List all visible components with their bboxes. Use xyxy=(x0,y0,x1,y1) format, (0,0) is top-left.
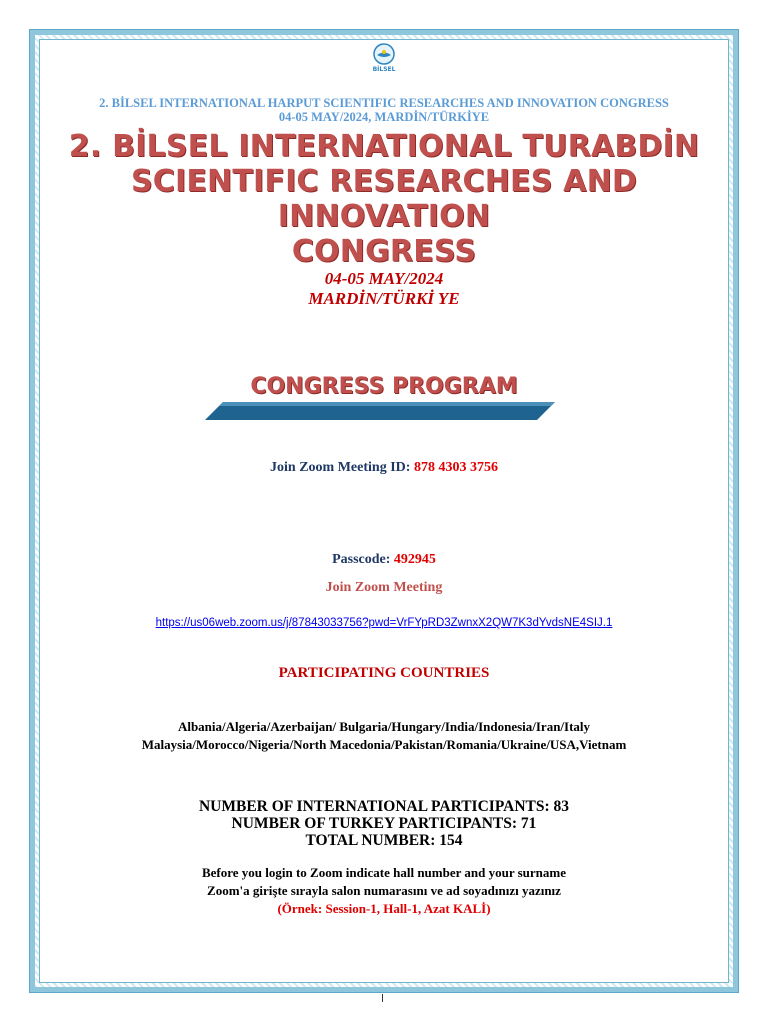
title-line1: 2. BİLSEL INTERNATIONAL TURABDİN xyxy=(68,129,700,164)
international-count: NUMBER OF INTERNATIONAL PARTICIPANTS: 83 xyxy=(198,798,570,815)
countries-heading: PARTICIPATING COUNTRIES xyxy=(278,665,490,681)
zoom-link[interactable]: https://us06web.zoom.us/j/87843033756?pwd=VrFYpRD3ZwnxX2QW7K3dYvdsNE4SIJ.1 xyxy=(155,617,613,629)
main-title xyxy=(40,129,728,309)
zoom-meeting-id-line xyxy=(40,460,728,476)
passcode-value: 492945 xyxy=(393,552,436,567)
title-line3: INNOVATION xyxy=(277,199,491,234)
program-title-bar xyxy=(205,400,555,422)
login-note xyxy=(40,864,728,918)
countries-line2: Malaysia/Morocco/Nigeria/North Macedonia/Pakistan/Romania/Ukraine/USA,Vietnam xyxy=(141,737,627,752)
zoom-link-row xyxy=(40,613,728,631)
total-count: TOTAL NUMBER: 154 xyxy=(305,832,463,849)
subtitle-line1: 2. BİLSEL INTERNATIONAL HARPUT SCIENTIFIC RESEARCHES AND INNOVATION CONGRESS xyxy=(99,96,669,110)
page-number-mark xyxy=(382,994,383,1002)
participant-counts xyxy=(40,798,728,849)
congress-date: 04-05 MAY/2024 xyxy=(324,269,444,288)
countries-line1: Albania/Algeria/Azerbaijan/ Bulgaria/Hungary/India/Indonesia/Iran/Italy xyxy=(177,719,591,734)
logo-text: BİLSEL xyxy=(372,66,396,73)
countries-list xyxy=(40,718,728,754)
note-line1: Before you login to Zoom indicate hall number and your surname xyxy=(201,865,567,880)
title-line2: SCIENTIFIC RESEARCHES AND xyxy=(130,164,638,199)
subtitle xyxy=(40,96,728,124)
zoom-meeting-label: Join Zoom Meeting ID: xyxy=(270,460,414,475)
congress-place: MARDİN/TÜRKİ YE xyxy=(308,289,460,308)
zoom-meeting-id: 878 4303 3756 xyxy=(413,460,498,475)
passcode-label: Passcode: xyxy=(332,552,394,567)
note-example: (Örnek: Session-1, Hall-1, Azat KALİ) xyxy=(277,901,491,916)
zoom-passcode-line xyxy=(40,552,728,568)
bilsel-logo-icon xyxy=(368,42,400,74)
join-zoom-label: Join Zoom Meeting xyxy=(325,580,443,595)
title-line4: CONGRESS xyxy=(291,234,477,269)
program-title: CONGRESS PROGRAM xyxy=(250,374,518,399)
note-line2: Zoom'a girişte sırayla salon numarasını ve ad soyadınızı yazınız xyxy=(207,883,561,898)
turkey-count: NUMBER OF TURKEY PARTICIPANTS: 71 xyxy=(231,815,537,832)
subtitle-line2: 04-05 MAY/2024, MARDİN/TÜRKİYE xyxy=(278,110,490,124)
